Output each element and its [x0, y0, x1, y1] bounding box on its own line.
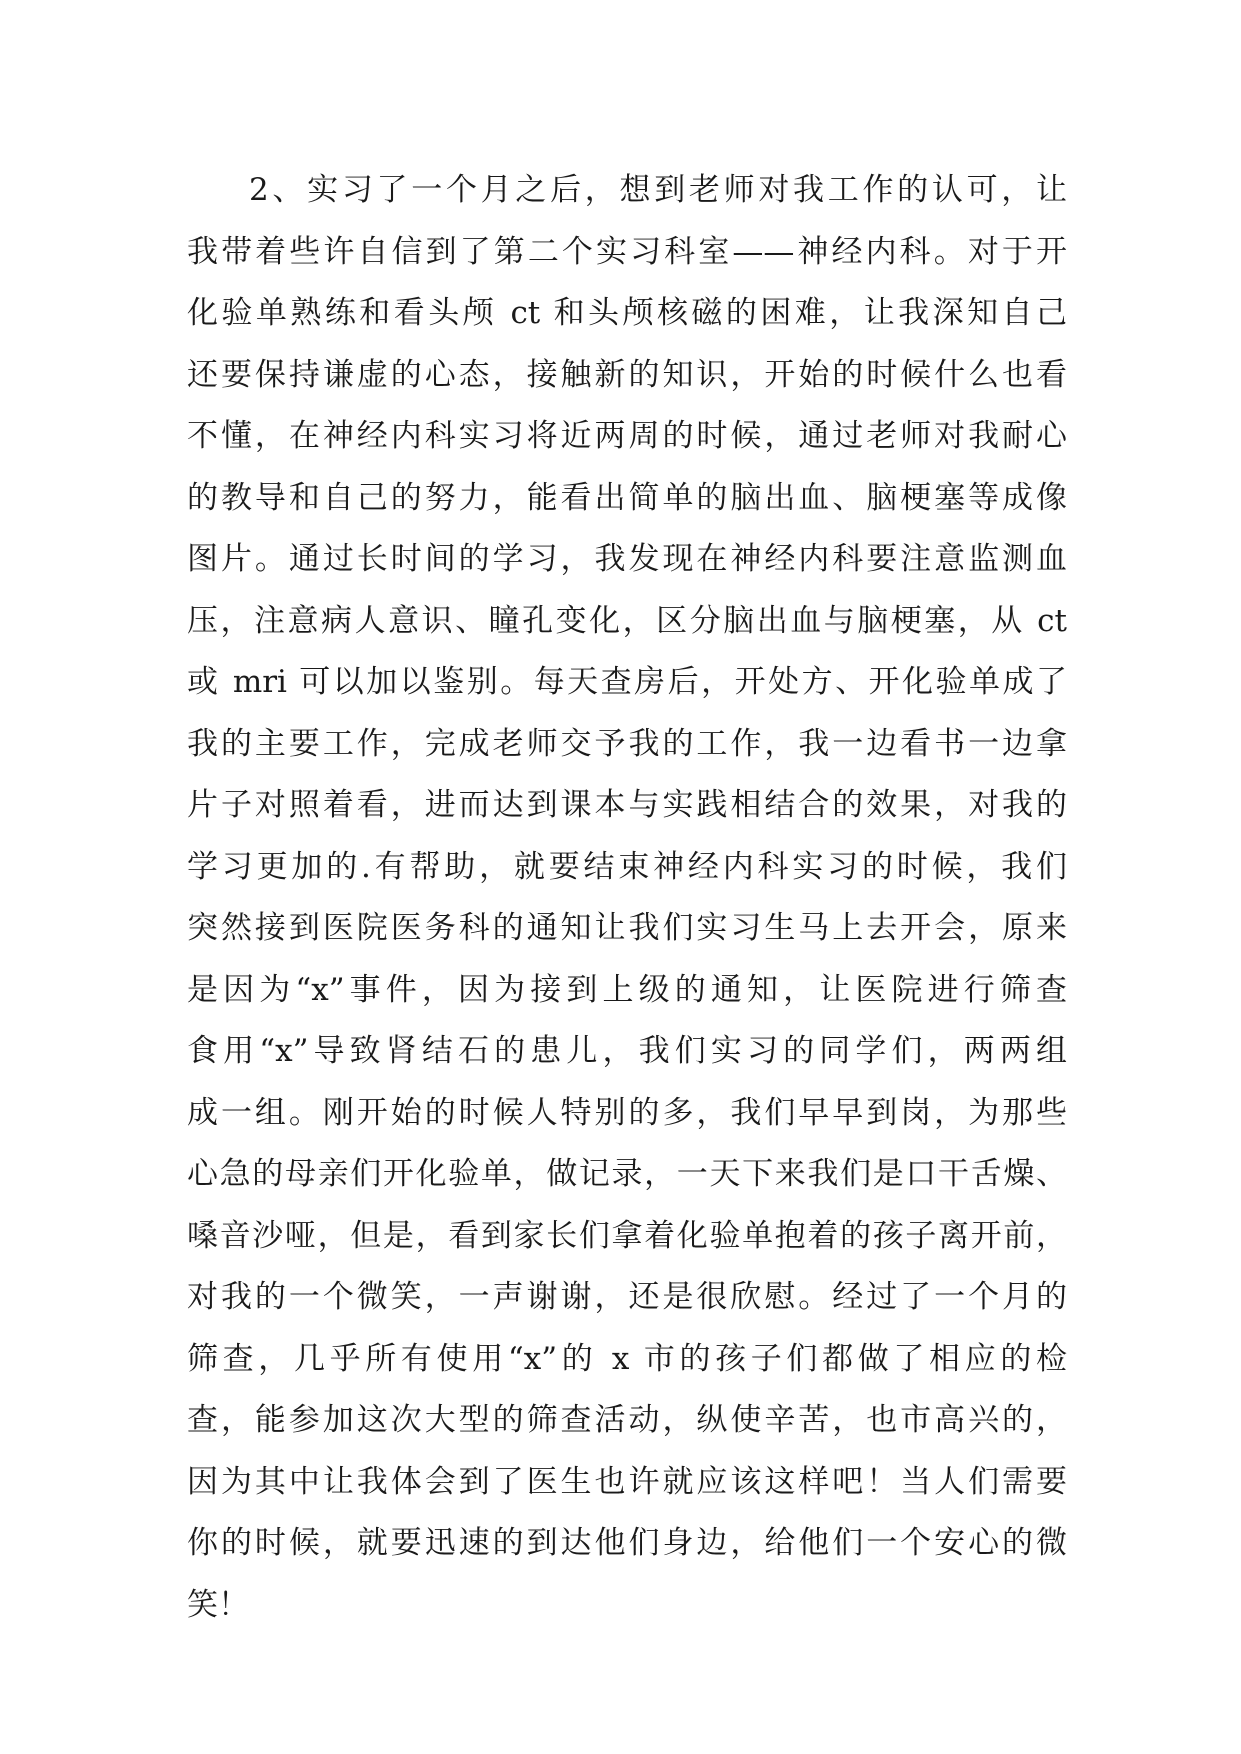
paragraph-line: 心急的母亲们开化验单，做记录，一天下来我们是口干舌燥、: [187, 1156, 1067, 1192]
paragraph-line: 查，能参加这次大型的筛查活动，纵使辛苦，也市高兴的，: [187, 1402, 1067, 1438]
paragraph-line: 图片。通过长时间的学习，我发现在神经内科要注意监测血: [187, 541, 1067, 577]
paragraph-line: 或 mri 可以加以鉴别。每天查房后，开处方、开化验单成了: [187, 664, 1067, 700]
paragraph-line: 成一组。刚开始的时候人特别的多，我们早早到岗，为那些: [187, 1094, 1067, 1131]
paragraph-line: 还要保持谦虚的心态，接触新的知识，开始的时候什么也看: [187, 356, 1067, 393]
paragraph-line: 对我的一个微笑，一声谢谢，还是很欣慰。经过了一个月的: [187, 1279, 1067, 1315]
paragraph-line: 片子对照着看，进而达到课本与实践相结合的效果，对我的: [187, 787, 1067, 823]
paragraph-line: 嗓音沙哑，但是，看到家长们拿着化验单抱着的孩子离开前，: [187, 1217, 1067, 1254]
paragraph-line: 食用“x”导致肾结石的患儿，我们实习的同学们，两两组: [187, 1033, 1067, 1069]
paragraph-line: 你的时候，就要迅速的到达他们身边，给他们一个安心的微: [187, 1525, 1067, 1561]
paragraph-line: 筛查，几乎所有使用“x”的 x 市的孩子们都做了相应的检: [187, 1340, 1067, 1377]
paragraph-line: 突然接到医院医务科的通知让我们实习生马上去开会，原来: [187, 910, 1067, 946]
paragraph-line: 我的主要工作，完成老师交予我的工作，我一边看书一边拿: [187, 725, 1067, 762]
paragraph-line: 压，注意病人意识、瞳孔变化，区分脑出血与脑梗塞，从 ct: [187, 602, 1067, 639]
body-paragraph: [187, 160, 1067, 1636]
paragraph-line: 因为其中让我体会到了医生也许就应该这样吧！当人们需要: [187, 1463, 1067, 1500]
paragraph-line: 的教导和自己的努力，能看出简单的脑出血、脑梗塞等成像: [187, 479, 1067, 516]
paragraph-line: 我带着些许自信到了第二个实习科室——神经内科。对于开: [187, 233, 1067, 270]
paragraph-line: 不懂，在神经内科实习将近两周的时候，通过老师对我耐心: [187, 418, 1067, 454]
paragraph-line: 是因为“x”事件，因为接到上级的通知，让医院进行筛查: [187, 971, 1067, 1008]
paragraph-line: 2、实习了一个月之后，想到老师对我工作的认可，让: [249, 172, 1067, 208]
paragraph-line: 学习更加的.有帮助，就要结束神经内科实习的时候，我们: [187, 848, 1067, 885]
paragraph-line: 化验单熟练和看头颅 ct 和头颅核磁的困难，让我深知自己: [187, 295, 1067, 331]
paragraph-line: 笑！: [187, 1586, 249, 1623]
